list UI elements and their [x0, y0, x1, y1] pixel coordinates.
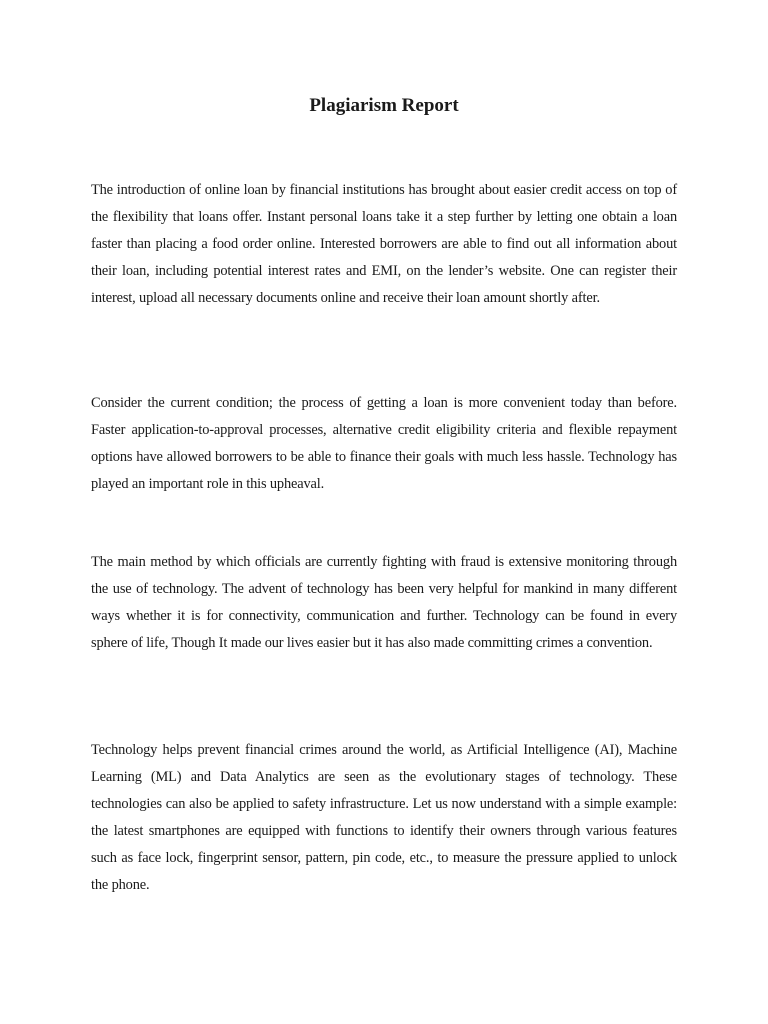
paragraph-loan-introduction: The introduction of online loan by financial institutions has brought about easier credit access on top of the flexibility that loans offer. Instant personal loans take it a step further by letting one obtain a loan faster than placing a food order online. Interested borrowers are able to find out all information about their loan, including potential interest rates and EMI, on the lender’s website. One can register their interest, upload all necessary documents online and receive their loan amount shortly after.	[91, 182, 677, 306]
paragraph-current-condition: Consider the current condition; the process of getting a loan is more convenient today than before. Faster application-to-approval processes, alternative credit eligibility criteria and flexible repayment options have allowed borrowers to be able to finance their goals with much less hassle. Technology has played an important role in this upheaval.	[91, 395, 677, 492]
page-title: Plagiarism Report	[309, 95, 459, 116]
paragraph-fraud-monitoring: The main method by which officials are currently fighting with fraud is extensive monitoring through the use of technology. The advent of technology has been very helpful for mankind in many different ways whether it is for connectivity, communication and further. Technology can be found in every sphere of life, Though It made our lives easier but it has also made committing crimes a convention.	[91, 554, 677, 651]
paragraph-technology-prevention: Technology helps prevent financial crimes around the world, as Artificial Intelligence (AI), Machine Learning (ML) and Data Analytics are seen as the evolutionary stages of technology. These technologies can also be applied to safety infrastructure. Let us now understand with a simple example: the latest smartphones are equipped with functions to identify their owners through various features such as face lock, fingerprint sensor, pattern, pin code, etc., to measure the pressure applied to unlock the phone.	[91, 742, 677, 893]
